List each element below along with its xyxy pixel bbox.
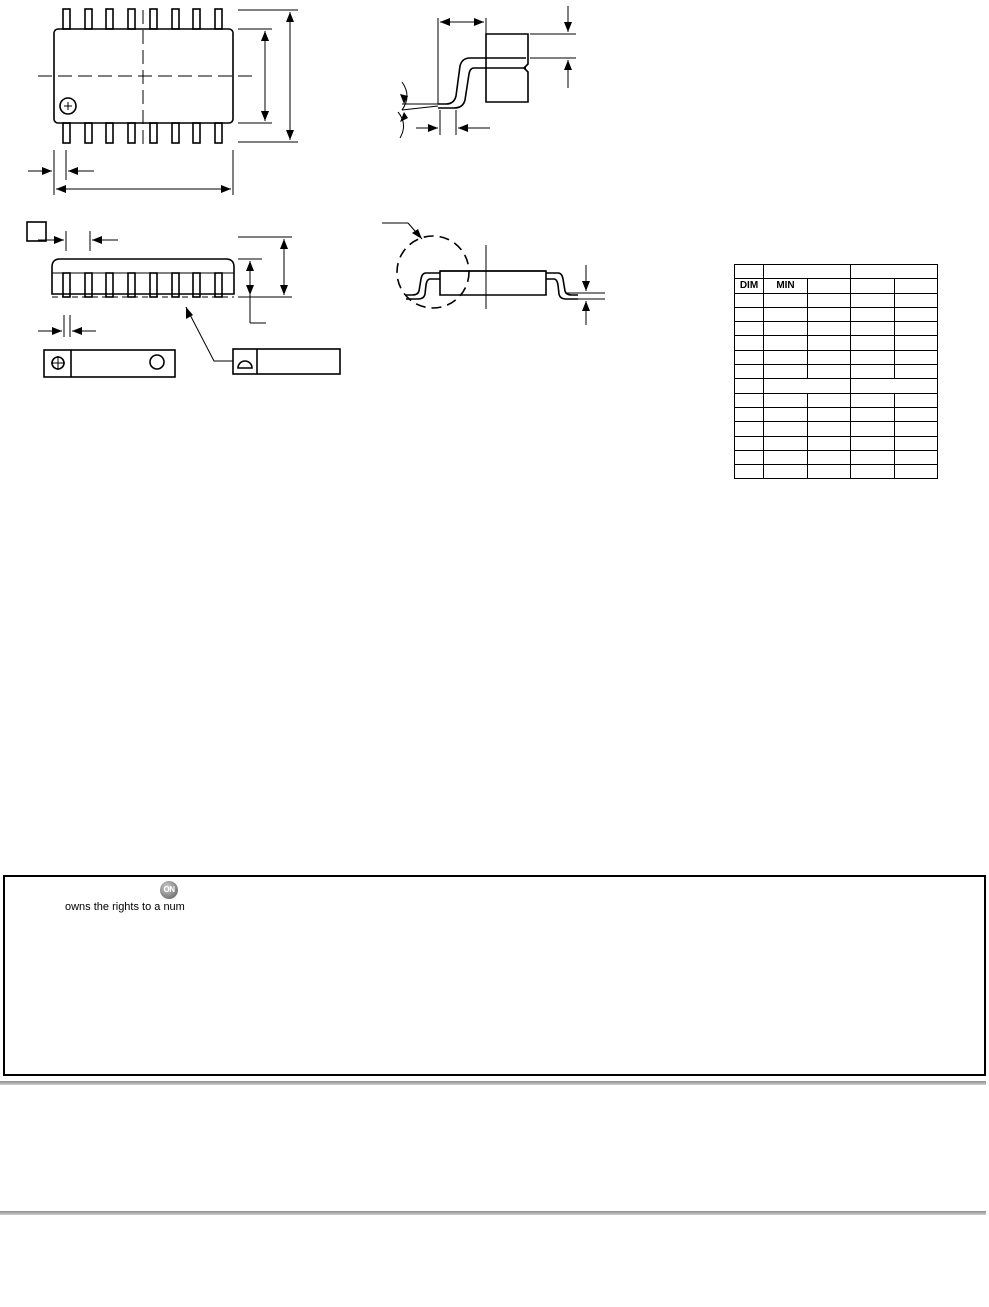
front-view-drawing [0,215,345,380]
table-header-min: MIN [764,279,808,293]
table-cell [851,393,895,407]
side-view-drawing [390,0,590,150]
table-cell [735,322,764,336]
table-cell [851,322,895,336]
table-cell [851,365,895,379]
table-cell [851,350,895,364]
table-cell [735,265,764,279]
table-cell [808,393,851,407]
table-row [735,407,938,421]
table-cell [895,279,938,293]
table-cell [764,293,808,307]
table-cell [764,322,808,336]
table-header-dim: DIM [735,279,764,293]
table-cell [764,336,808,350]
table-cell [895,365,938,379]
table-cell [851,293,895,307]
table-header-row [735,279,938,293]
table-cell [808,293,851,307]
table-cell [895,322,938,336]
table-cell [764,465,808,479]
table-cell [808,436,851,450]
table-cell [735,393,764,407]
dimension-table [734,264,938,479]
table-cell [808,350,851,364]
table-cell [808,407,851,421]
table-row [735,379,938,393]
table-cell [851,436,895,450]
table-cell [808,279,851,293]
on-semiconductor-logo: ON [160,881,178,899]
table-cell [764,365,808,379]
table-row [735,450,938,464]
table-cell [895,307,938,321]
table-cell [895,393,938,407]
table-cell [895,407,938,421]
table-row [735,322,938,336]
table-cell [735,450,764,464]
table-cell [764,350,808,364]
table-cell [895,436,938,450]
table-cell [808,422,851,436]
disclaimer-text: owns the rights to a num [65,901,185,913]
table-cell [851,450,895,464]
table-cell [808,336,851,350]
table-cell [735,307,764,321]
table-cell [895,422,938,436]
table-row [735,307,938,321]
table-cell [851,379,938,393]
table-cell [895,336,938,350]
table-cell [851,407,895,421]
table-cell [851,265,938,279]
detail-view-drawing [380,215,610,330]
table-cell [735,293,764,307]
table-header-row [735,265,938,279]
table-cell [735,379,764,393]
table-cell [808,365,851,379]
table-cell [808,450,851,464]
table-cell [851,422,895,436]
table-cell [735,350,764,364]
table-row [735,393,938,407]
table-cell [735,336,764,350]
table-cell [735,465,764,479]
top-view-drawing [0,0,340,200]
table-cell [735,407,764,421]
table-cell [735,365,764,379]
disclaimer-box [3,875,986,1076]
table-cell [735,436,764,450]
table-row [735,365,938,379]
table-cell [808,322,851,336]
table-row [735,293,938,307]
table-cell [808,465,851,479]
table-cell [764,393,808,407]
table-cell [735,422,764,436]
table-cell [764,307,808,321]
table-cell [808,307,851,321]
table-cell [764,436,808,450]
table-cell [764,379,851,393]
table-row [735,350,938,364]
table-cell [764,407,808,421]
table-cell [764,422,808,436]
table-row [735,465,938,479]
table-cell [895,465,938,479]
table-cell [851,465,895,479]
table-cell [851,307,895,321]
table-cell [851,336,895,350]
footer-rule-top [0,1081,986,1085]
table-cell [764,265,851,279]
table-row [735,422,938,436]
table-cell [895,293,938,307]
table-cell [895,450,938,464]
table-cell [895,350,938,364]
table-row [735,436,938,450]
footer-rule-bottom [0,1211,986,1215]
table-row [735,336,938,350]
table-cell [851,279,895,293]
table-cell [764,450,808,464]
